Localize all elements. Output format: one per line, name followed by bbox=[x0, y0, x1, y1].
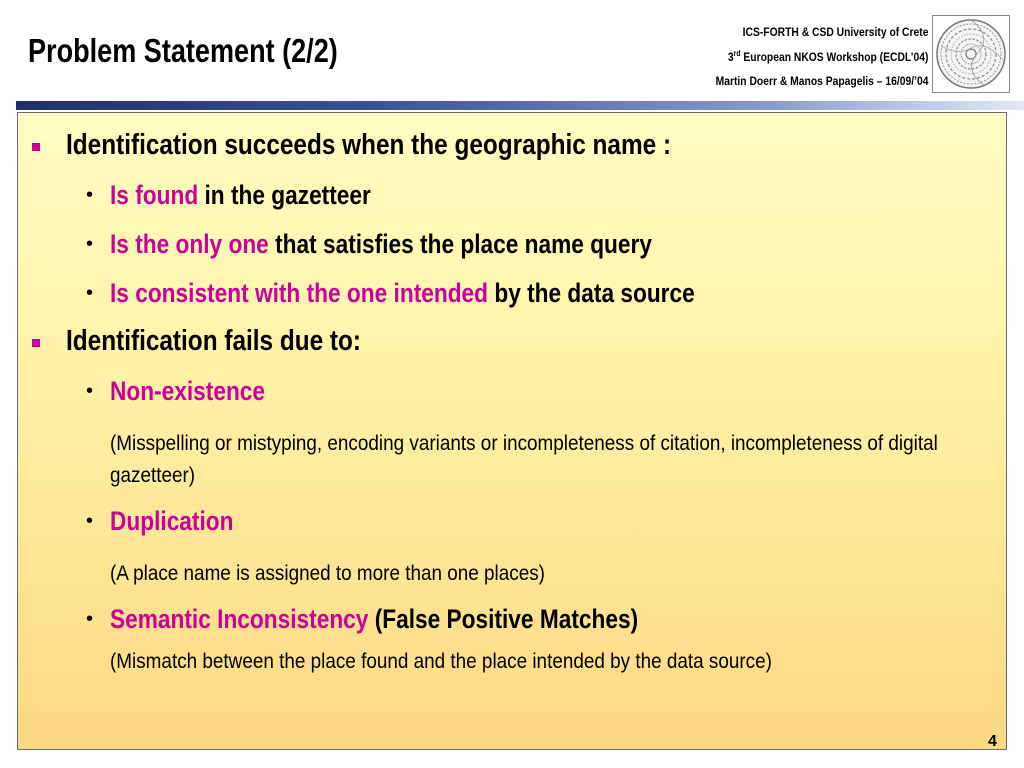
header-info bbox=[715, 20, 928, 94]
university-seal-icon bbox=[932, 15, 1010, 93]
dot-bullet-icon: • bbox=[86, 233, 94, 255]
sub-bullet-semantic: Semantic Inconsistency (False Positive Matches) bbox=[110, 604, 639, 634]
dot-bullet-icon: • bbox=[86, 282, 94, 304]
note-duplication: (A place name is assigned to more than one places) bbox=[110, 562, 545, 585]
square-bullet-icon bbox=[32, 339, 40, 347]
bullet-success-heading: Identification succeeds when the geographic name : bbox=[66, 129, 672, 161]
institution-label: ICS-FORTH & CSD University of Crete bbox=[742, 25, 928, 39]
dot-bullet-icon: • bbox=[86, 608, 94, 630]
page-number: 4 bbox=[988, 733, 997, 750]
sub-bullet-duplication: Duplication bbox=[110, 506, 234, 536]
dot-bullet-icon: • bbox=[86, 380, 94, 402]
slide-title: Problem Statement (2/2) bbox=[28, 32, 338, 69]
dot-bullet-icon: • bbox=[86, 184, 94, 206]
header-divider bbox=[16, 101, 1024, 110]
sub-bullet-only-one: Is the only one that satisfies the place name query bbox=[110, 229, 652, 259]
note-non-existence: (Misspelling or mistyping, encoding variants or incompleteness of citation, incompleteness of digital gazetteer) bbox=[110, 432, 938, 487]
workshop-label: 3rd European NKOS Workshop (ECDL’04) bbox=[727, 48, 928, 64]
square-bullet-icon bbox=[32, 143, 40, 151]
authors-date-label: Martin Doerr & Manos Papagelis – 16/09/’04 bbox=[715, 74, 928, 88]
note-semantic: (Mismatch between the place found and the place intended by the data source) bbox=[110, 650, 772, 673]
sub-bullet-consistent: Is consistent with the one intended by the data source bbox=[110, 278, 695, 308]
sub-bullet-non-existence: Non-existence bbox=[110, 376, 266, 406]
sub-bullet-found: Is found in the gazetteer bbox=[110, 180, 371, 210]
bullet-failure-heading: Identification fails due to: bbox=[66, 325, 362, 357]
dot-bullet-icon: • bbox=[86, 510, 94, 532]
